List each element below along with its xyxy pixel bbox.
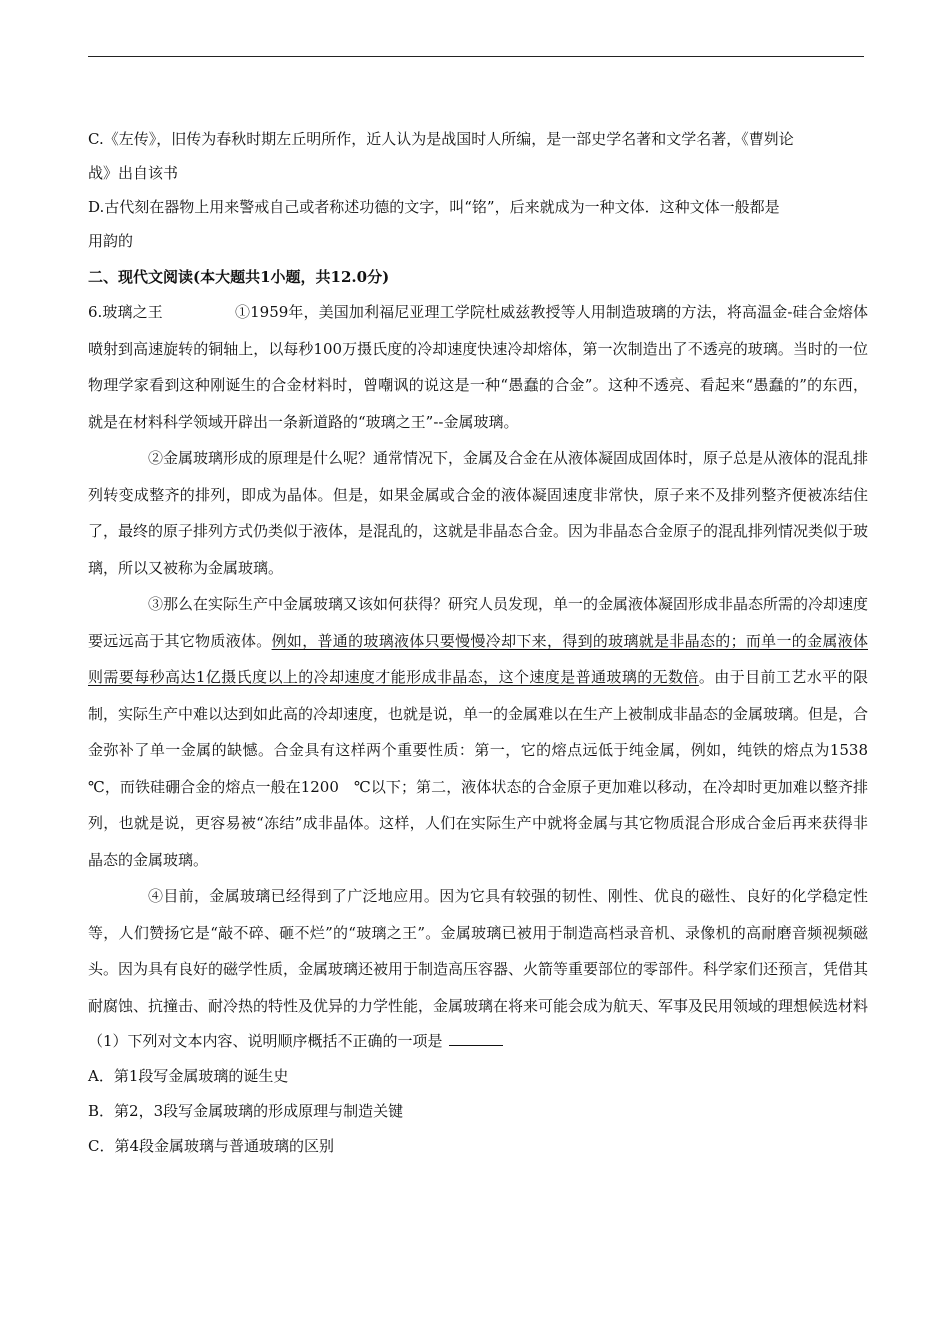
option-c-line-1: C.《左传》，旧传为春秋时期左丘明所作，近人认为是战国时人所编，是一部史学名著和文学名著，《曹刿论 — [88, 130, 794, 148]
option-c-line-2: 战》出自该书 — [88, 164, 179, 182]
answer-blank[interactable] — [449, 1031, 503, 1046]
answer-option-c: C．第4段金属玻璃与普通玻璃的区别 — [88, 1137, 335, 1155]
paragraph-1-text: ①1959年，美国加利福尼亚理工学院杜威兹教授等人用制造玻璃的方法，将高温金-硅合金熔体喷射到高速旋转的铜轴上，以每秒100万摄氏度的冷却速度快速冷却熔体，第一次制造出了不透亮的玻璃。当时的一位物理学家看到这种刚诞生的合金材料时，曾嘲讽的说这是一种“愚蠢的合金”。这种不透亮、看起来“愚蠢的”的东西，就是在材料科学领域开辟出一条新道路的“玻璃之王”--金属玻璃。 — [88, 303, 868, 431]
sub-question-1 — [88, 1024, 868, 1059]
document-page — [88, 122, 884, 1164]
passage-paragraph-4: ④目前，金属玻璃已经得到了广泛地应用。因为它具有较强的韧性、刚性、优良的磁性、良好的化学稳定性等，人们赞扬它是“敲不碎、砸不烂”的“玻璃之王”。金属玻璃已被用于制造高档录音机、录像机的高耐磨音频视频磁头。因为具有良好的磁学性质，金属玻璃还被用于制造高压容器、火箭等重要部位的零部件。科学家们还预言，凭借其耐腐蚀、抗撞击、耐冷热的特性及优异的力学性能，金属玻璃在将来可能会成为航天、军事及民用领域的理想候选材料 — [88, 887, 869, 1015]
passage-paragraph-3 — [88, 586, 884, 878]
passage-paragraph-1 — [88, 294, 868, 440]
section-heading: 二、现代文阅读(本大题共1小题，共12.0分) — [88, 268, 390, 286]
question-title: 6.玻璃之王 — [88, 303, 163, 321]
sub-question-prompt: （1）下列对文本内容、说明顺序概括不正确的一项是 — [88, 1032, 443, 1050]
passage-paragraph-2: ②金属玻璃形成的原理是什么呢？通常情况下，金属及合金在从液体凝固成固体时，原子总是从液体的混乱排列转变成整齐的排列，即成为晶体。但是，如果金属或合金的液体凝固速度非常快，原子来不及排列整齐便被冻结住了，最终的原子排列方式仍类似于液体，是混乱的，这就是非晶态合金。因为非晶态合金原子的混乱排列情况类似于玻璃，所以又被称为金属玻璃。 — [88, 449, 869, 577]
option-d-line-1: D.古代刻在器物上用来警戒自己或者称述功德的文字，叫“铭”，后来就成为一种文体．这种文体一般都是 — [88, 198, 780, 216]
top-rule — [88, 56, 864, 57]
paragraph-3-after: 。由于目前工艺水平的限制，实际生产中难以达到如此高的冷却速度，也就是说，单一的金属难以在生产上被制成非晶态的金属玻璃。但是，合金弥补了单一金属的缺憾。合金具有这样两个重要性质：第一，它的熔点远低于纯金属，例如，纯铁的熔点为1538 ℃，而铁硅硼合金的熔点一般在1200 ℃以下；第二，液体状态的合金原子更加难以移动，在冷却时更加难以整齐排列，也就是说，更容易被“冻结”成非晶体。这样，人们在实际生产中就将金属与其它物质混合形成合金后再来获得非晶态的金属玻璃。 — [88, 668, 884, 869]
option-d-line-2: 用韵的 — [88, 232, 134, 250]
paragraph-3-before: ③那么在实际生产中金属玻璃又该如何获得？研究人员发现，单一的金属液体凝固形成非晶态所需的冷却速度要远远高于其它物质液体。 — [88, 595, 869, 650]
answer-option-b: B．第2，3段写金属玻璃的形成原理与制造关键 — [88, 1102, 404, 1120]
answer-option-a: A．第1段写金属玻璃的诞生史 — [88, 1067, 289, 1085]
paragraph-3-underlined: 例如，普通的玻璃液体只要慢慢冷却下来，得到的玻璃就是非晶态的；而单一的金属液体则需要每秒高达1亿摄氏度以上的冷却速度才能形成非晶态，这个速度是普通玻璃的无数倍 — [88, 631, 868, 686]
